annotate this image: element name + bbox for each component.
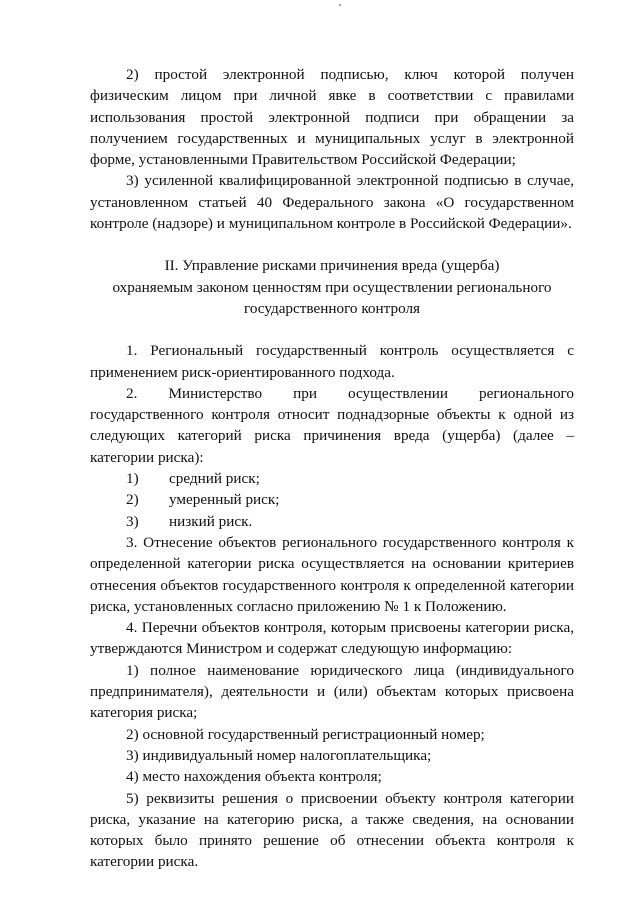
clause-4-sub-4: 4) место нахождения объекта контроля;	[126, 768, 382, 786]
top-mark	[339, 4, 341, 6]
risk-list-number: 1)	[126, 470, 139, 488]
document-body	[90, 64, 574, 873]
clause-4-sub-3: 3) индивидуальный номер налогоплательщика;	[126, 746, 432, 764]
section-heading-line-1: II. Управление рисками причинения вреда (ущерба)	[164, 257, 500, 275]
risk-list-item	[90, 468, 574, 489]
section-heading-line-2: охраняемым законом ценностям при осуществлении регионального	[112, 278, 552, 296]
intro-paragraph-3: 3) усиленной квалифицированной электронной подписью в случае, установленном статьей 40 Федерального закона «О государственном контроле (надзоре) и муниципальном контроле в Российской Федерации».	[90, 172, 574, 233]
clause-2: 2. Министерство при осуществлении регионального государственного контроля относит поднадзорные объекты к одной из следующих категорий риска причинения вреда (ущерба) (далее – категории риска):	[90, 384, 574, 466]
section-heading	[90, 255, 574, 319]
clause-3: 3. Отнесение объектов регионального государственного контроля к определенной категории риска осуществляется на основании критериев отнесения объектов государственного контроля к определенной категории риска, установленных согласно приложению № 1 к Положению.	[90, 533, 574, 615]
risk-list-label: умеренный риск;	[169, 491, 280, 509]
intro-paragraph-2: 2) простой электронной подписью, ключ которой получен физическим лицом при личной явке в соответствии с правилами использования простой электронной подписи при обращении за получением государственных и муниципальных услуг в электронной форме, установленными Правительством Российской Федерации;	[90, 66, 574, 169]
risk-list-label: средний риск;	[169, 470, 260, 488]
section-heading-line-3: государственного контроля	[243, 299, 421, 317]
clause-4-sub-5: 5) реквизиты решения о присвоении объекту контроля категории риска, указание на категорию риска, а также сведения, на основании которых было принято решение об отнесении объекта контроля к категории риска.	[90, 789, 574, 871]
risk-list-item	[90, 511, 574, 532]
clause-1: 1. Региональный государственный контроль осуществляется с применением риск-ориентированного подхода.	[90, 342, 574, 381]
risk-list-label: низкий риск.	[169, 512, 253, 530]
clause-4: 4. Перечни объектов контроля, которым присвоены категории риска, утверждаются Министром и содержат следующую информацию:	[90, 619, 574, 658]
risk-list-number: 2)	[126, 491, 139, 509]
risk-list-item	[90, 489, 574, 510]
clause-4-sub-1: 1) полное наименование юридического лица (индивидуального предпринимателя), деятельности и (или) объектам которых присвоена категория риска;	[90, 661, 574, 722]
clause-4-sub-2: 2) основной государственный регистрационный номер;	[126, 725, 485, 743]
risk-list-number: 3)	[126, 512, 139, 530]
